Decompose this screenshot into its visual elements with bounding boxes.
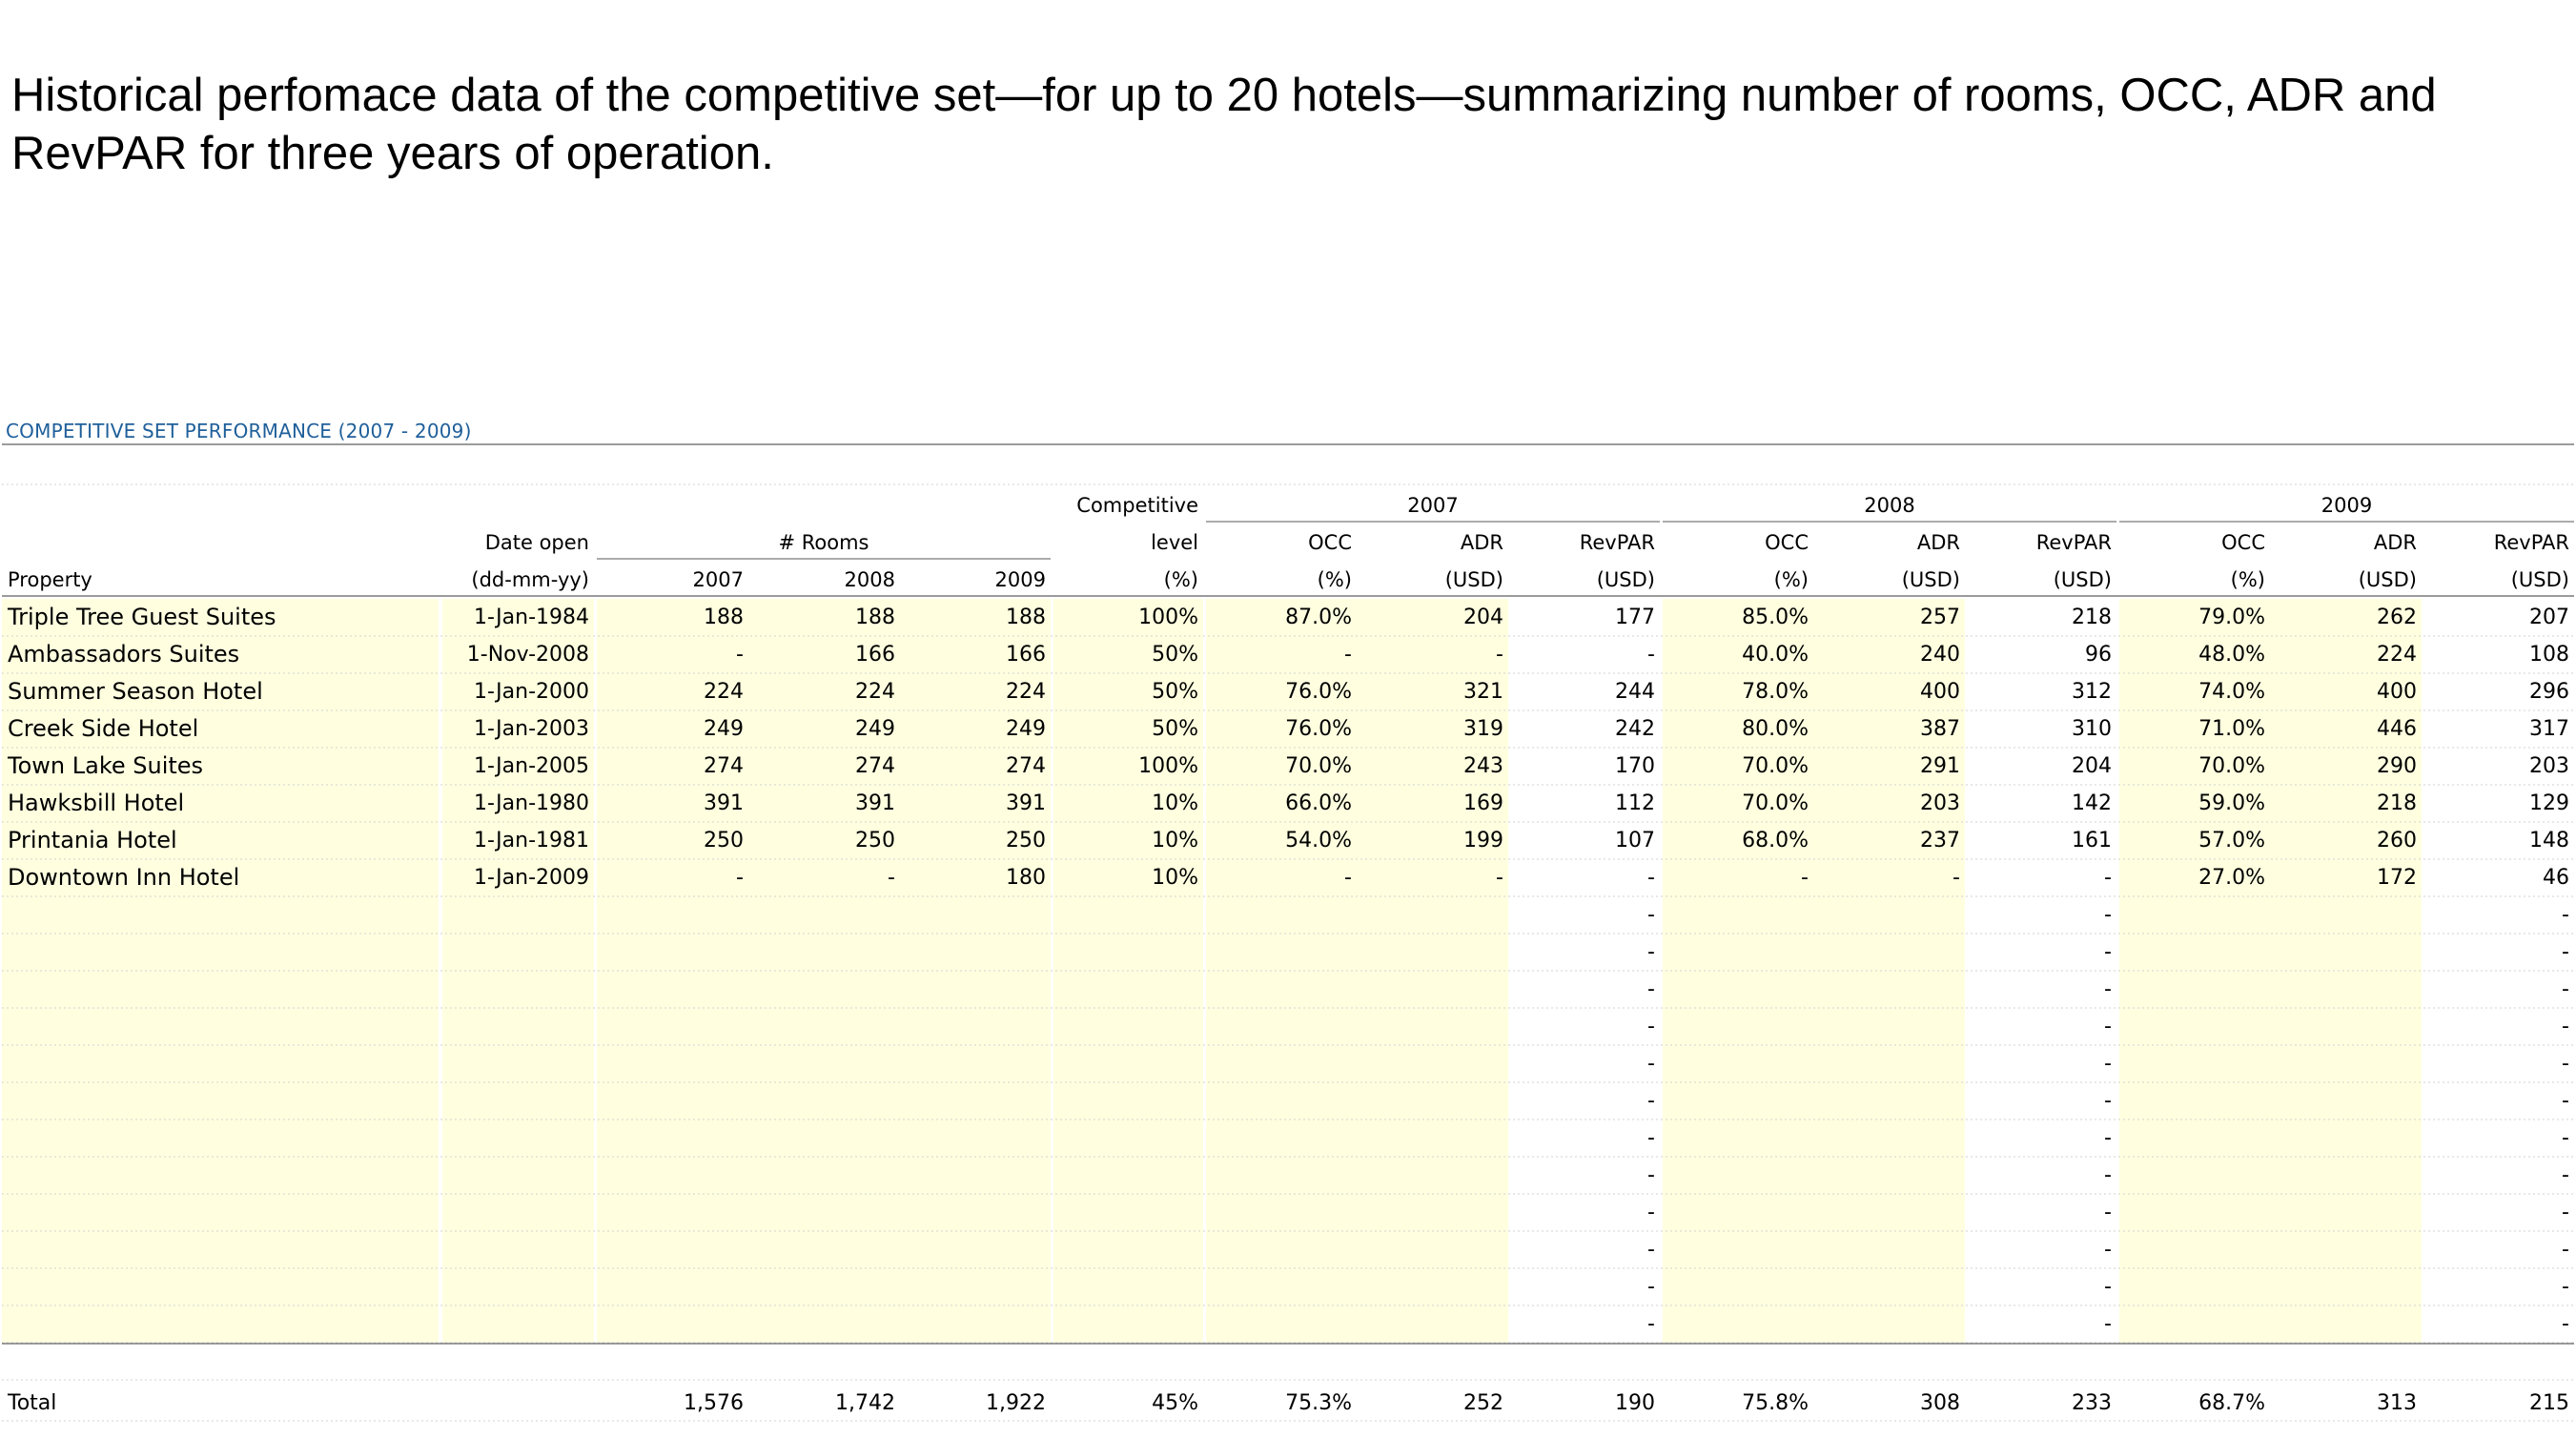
date-open-unit: (dd-mm-yy) (471, 568, 589, 591)
metric-value: 129 (2529, 791, 2569, 815)
property-name: Summer Season Hotel (8, 678, 263, 705)
metric-value: 244 (1615, 680, 1655, 704)
empty-revpar: - (1647, 940, 1655, 964)
date-open: 1-Jan-2009 (474, 866, 589, 890)
metric-value: 218 (2377, 791, 2417, 815)
rooms-value: 391 (704, 791, 744, 815)
metric-value: 27.0% (2198, 866, 2265, 890)
metric-value: 112 (1615, 791, 1655, 815)
empty-revpar: - (2562, 977, 2569, 1001)
empty-revpar: - (2104, 903, 2112, 927)
competitive-level: 100% (1138, 606, 1198, 629)
metric-value: 260 (2377, 829, 2417, 853)
competitive-header: Competitive (1076, 494, 1198, 517)
metric-value: 224 (2377, 643, 2417, 667)
metric-value: 142 (2072, 791, 2112, 815)
metric-value: 290 (2377, 754, 2417, 778)
metric-value: 71.0% (2198, 717, 2265, 741)
metric-value: 170 (1615, 754, 1655, 778)
total-rooms: 1,742 (835, 1391, 895, 1415)
property-name: Creek Side Hotel (8, 715, 199, 742)
competitive-level: 10% (1152, 866, 1198, 890)
metric-value: 312 (2072, 680, 2112, 704)
year-2009-header: 2009 (2320, 494, 2373, 517)
total-metric: 68.7% (2198, 1391, 2265, 1415)
rooms-value: - (736, 643, 744, 667)
rooms-value: 249 (855, 717, 895, 741)
metric-value: 161 (2072, 829, 2112, 853)
metric-value: 108 (2529, 643, 2569, 667)
rooms-value: 250 (1006, 829, 1046, 853)
rooms-value: 180 (1006, 866, 1046, 890)
metric-value: 319 (1463, 717, 1503, 741)
metric-header-2007-revpar: RevPAR (1579, 531, 1655, 554)
rooms-year-header-2009: 2009 (994, 568, 1046, 591)
page-heading: Historical perfomace data of the competitive set—for up to 20 hotels—summarizing number of rooms, OCC, ADR and RevPAR for three years of operation. (11, 70, 2437, 179)
metric-value: - (1496, 866, 1503, 890)
empty-revpar: - (2562, 1015, 2569, 1038)
rooms-value: 274 (1006, 754, 1046, 778)
total-metric: 252 (1463, 1391, 1503, 1415)
competitive-level: 50% (1152, 717, 1198, 741)
competitive-level: 10% (1152, 791, 1198, 815)
empty-revpar: - (1647, 1015, 1655, 1038)
metric-header-2007-adr: ADR (1460, 531, 1503, 554)
metric-value: 40.0% (1742, 643, 1809, 667)
empty-revpar: - (1647, 1052, 1655, 1076)
metric-value: 321 (1463, 680, 1503, 704)
metric-value: 70.0% (1742, 791, 1809, 815)
metric-value: 204 (1463, 606, 1503, 629)
empty-revpar: - (1647, 903, 1655, 927)
metric-value: - (2104, 866, 2112, 890)
date-open-header: Date open (484, 531, 589, 554)
empty-revpar: - (2562, 1126, 2569, 1150)
rooms-value: 166 (855, 643, 895, 667)
metric-value: 243 (1463, 754, 1503, 778)
rooms-value: 166 (1006, 643, 1046, 667)
metric-value: 262 (2377, 606, 2417, 629)
metric-value: 310 (2072, 717, 2112, 741)
metric-value: 148 (2529, 829, 2569, 853)
metric-header-2009-adr: ADR (2373, 531, 2417, 554)
empty-revpar: - (1647, 1275, 1655, 1299)
total-metric: 313 (2377, 1391, 2417, 1415)
rooms-value: 188 (855, 606, 895, 629)
year-2007-header: 2007 (1407, 494, 1459, 517)
metric-value: 57.0% (2198, 829, 2265, 853)
metric-header-2008-revpar: RevPAR (2035, 531, 2112, 554)
metric-unit-2008-revpar: (USD) (2053, 568, 2112, 591)
rooms-value: 391 (1006, 791, 1046, 815)
metric-value: 85.0% (1742, 606, 1809, 629)
metric-value: 78.0% (1742, 680, 1809, 704)
property-name: Downtown Inn Hotel (8, 864, 240, 891)
total-metric: 75.3% (1285, 1391, 1352, 1415)
date-open: 1-Jan-2003 (474, 717, 589, 741)
metric-header-2008-adr: ADR (1916, 531, 1960, 554)
empty-revpar: - (2104, 1312, 2112, 1336)
date-open: 1-Jan-1984 (474, 606, 589, 629)
metric-value: 400 (1920, 680, 1960, 704)
rooms-value: 274 (855, 754, 895, 778)
metric-header-2007-occ: OCC (1308, 531, 1352, 554)
metric-value: - (1344, 643, 1352, 667)
metric-value: 203 (2529, 754, 2569, 778)
metric-value: 66.0% (1285, 791, 1352, 815)
metric-value: 70.0% (1285, 754, 1352, 778)
competitive-level-header: level (1151, 531, 1198, 554)
metric-header-2009-revpar: RevPAR (2493, 531, 2569, 554)
rooms-value: 250 (704, 829, 744, 853)
metric-unit-2009-occ: (%) (2230, 568, 2265, 591)
metric-value: 240 (1920, 643, 1960, 667)
metric-value: 46 (2543, 866, 2569, 890)
empty-revpar: - (2562, 1238, 2569, 1262)
total-rooms: 1,576 (684, 1391, 744, 1415)
empty-revpar: - (1647, 1163, 1655, 1187)
empty-revpar: - (2562, 940, 2569, 964)
metric-value: 79.0% (2198, 606, 2265, 629)
property-name: Printania Hotel (8, 827, 177, 853)
rooms-value: 224 (855, 680, 895, 704)
metric-unit-2009-adr: (USD) (2358, 568, 2417, 591)
empty-revpar: - (2104, 1089, 2112, 1113)
metric-value: - (1344, 866, 1352, 890)
rooms-value: 224 (1006, 680, 1046, 704)
metric-unit-2007-adr: (USD) (1444, 568, 1503, 591)
empty-revpar: - (1647, 1238, 1655, 1262)
empty-revpar: - (2104, 1015, 2112, 1038)
empty-revpar: - (1647, 1201, 1655, 1224)
metric-value: 207 (2529, 606, 2569, 629)
empty-revpar: - (2562, 1052, 2569, 1076)
total-metric: 75.8% (1742, 1391, 1809, 1415)
competitive-level: 50% (1152, 680, 1198, 704)
metric-value: 242 (1615, 717, 1655, 741)
total-metric: 215 (2529, 1391, 2569, 1415)
total-label: Total (8, 1391, 57, 1415)
rooms-value: 224 (704, 680, 744, 704)
rooms-value: - (736, 866, 744, 890)
metric-value: 218 (2072, 606, 2112, 629)
property-name: Ambassadors Suites (8, 641, 240, 668)
section-title: COMPETITIVE SET PERFORMANCE (2007 - 2009) (6, 420, 472, 442)
empty-revpar: - (2104, 1126, 2112, 1150)
rooms-value: 274 (704, 754, 744, 778)
metric-value: 317 (2529, 717, 2569, 741)
rooms-value: 188 (1006, 606, 1046, 629)
metric-value: 80.0% (1742, 717, 1809, 741)
rooms-value: 249 (704, 717, 744, 741)
metric-value: 387 (1920, 717, 1960, 741)
metric-value: 291 (1920, 754, 1960, 778)
metric-value: 257 (1920, 606, 1960, 629)
metric-value: - (1647, 643, 1655, 667)
metric-unit-2007-revpar: (USD) (1596, 568, 1655, 591)
metric-value: 87.0% (1285, 606, 1352, 629)
date-open: 1-Jan-1980 (474, 791, 589, 815)
empty-revpar: - (2104, 1238, 2112, 1262)
rooms-header: # Rooms (778, 531, 869, 554)
competitive-level: 10% (1152, 829, 1198, 853)
date-open: 1-Nov-2008 (466, 643, 589, 667)
rooms-value: 391 (855, 791, 895, 815)
metric-value: 59.0% (2198, 791, 2265, 815)
empty-revpar: - (2562, 1163, 2569, 1187)
metric-value: 203 (1920, 791, 1960, 815)
empty-revpar: - (2562, 903, 2569, 927)
total-metric: 190 (1615, 1391, 1655, 1415)
metric-value: 76.0% (1285, 680, 1352, 704)
empty-revpar: - (1647, 1312, 1655, 1336)
metric-value: 172 (2377, 866, 2417, 890)
metric-value: 296 (2529, 680, 2569, 704)
metric-value: 54.0% (1285, 829, 1352, 853)
empty-revpar: - (2104, 940, 2112, 964)
empty-revpar: - (2562, 1089, 2569, 1113)
date-open: 1-Jan-2000 (474, 680, 589, 704)
metric-value: - (1952, 866, 1960, 890)
empty-revpar: - (1647, 1126, 1655, 1150)
property-name: Triple Tree Guest Suites (8, 604, 276, 630)
metric-value: 204 (2072, 754, 2112, 778)
metric-value: 177 (1615, 606, 1655, 629)
metric-value: 76.0% (1285, 717, 1352, 741)
date-open: 1-Jan-1981 (474, 829, 589, 853)
metric-header-2008-occ: OCC (1765, 531, 1809, 554)
metric-value: - (1801, 866, 1809, 890)
empty-revpar: - (2562, 1275, 2569, 1299)
metric-header-2009-occ: OCC (2221, 531, 2265, 554)
metric-value: 199 (1463, 829, 1503, 853)
metric-value: 74.0% (2198, 680, 2265, 704)
empty-revpar: - (2104, 1052, 2112, 1076)
metric-unit-2008-adr: (USD) (1901, 568, 1960, 591)
year-2008-header: 2008 (1864, 494, 1915, 517)
empty-revpar: - (1647, 1089, 1655, 1113)
rooms-value: 188 (704, 606, 744, 629)
metric-unit-2009-revpar: (USD) (2510, 568, 2569, 591)
metric-value: 96 (2085, 643, 2112, 667)
rooms-value: - (888, 866, 895, 890)
property-name: Town Lake Suites (8, 752, 204, 779)
empty-revpar: - (2104, 1163, 2112, 1187)
metric-unit-2007-occ: (%) (1317, 568, 1352, 591)
empty-revpar: - (2104, 1275, 2112, 1299)
metric-value: 70.0% (1742, 754, 1809, 778)
metric-value: 400 (2377, 680, 2417, 704)
metric-value: 446 (2377, 717, 2417, 741)
property-name: Hawksbill Hotel (8, 790, 185, 816)
metric-value: 169 (1463, 791, 1503, 815)
metric-value: - (1647, 866, 1655, 890)
metric-value: 237 (1920, 829, 1960, 853)
property-header: Property (8, 568, 92, 591)
metric-value: - (1496, 643, 1503, 667)
empty-revpar: - (1647, 977, 1655, 1001)
competitive-level: 100% (1138, 754, 1198, 778)
total-rooms: 1,922 (986, 1391, 1046, 1415)
competitive-level: 50% (1152, 643, 1198, 667)
metric-value: 70.0% (2198, 754, 2265, 778)
empty-revpar: - (2562, 1312, 2569, 1336)
rooms-year-header-2007: 2007 (692, 568, 744, 591)
total-competitive: 45% (1152, 1391, 1198, 1415)
rooms-year-header-2008: 2008 (844, 568, 895, 591)
date-open: 1-Jan-2005 (474, 754, 589, 778)
rooms-value: 250 (855, 829, 895, 853)
metric-value: 68.0% (1742, 829, 1809, 853)
total-metric: 308 (1920, 1391, 1960, 1415)
empty-revpar: - (2104, 977, 2112, 1001)
metric-value: 48.0% (2198, 643, 2265, 667)
metric-unit-2008-occ: (%) (1773, 568, 1809, 591)
metric-value: 107 (1615, 829, 1655, 853)
competitive-unit: (%) (1163, 568, 1198, 591)
empty-revpar: - (2562, 1201, 2569, 1224)
rooms-value: 249 (1006, 717, 1046, 741)
total-metric: 233 (2072, 1391, 2112, 1415)
empty-revpar: - (2104, 1201, 2112, 1224)
